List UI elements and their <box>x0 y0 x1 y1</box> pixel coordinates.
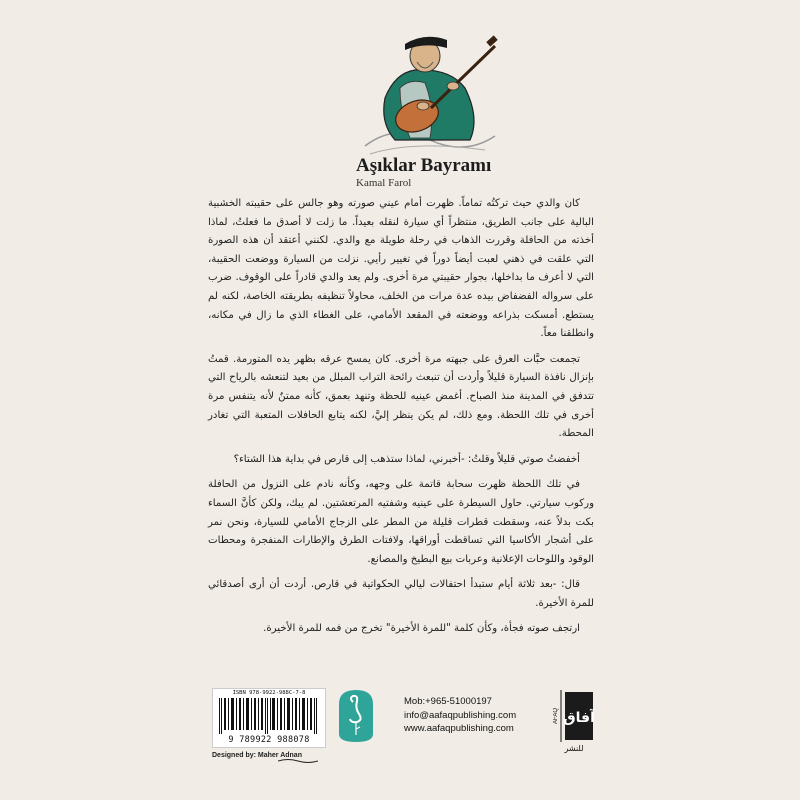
publisher-subtitle: للنشر <box>564 744 584 753</box>
body-paragraph: كان والدي حيث تركتُه تماماً. ظهرت أمام عيني صورته وهو جالس على حقيبته الخشبية البالية على جانب الطريق، منتظراً أي سيارة لنقله بعيداً. ما زلت لا أصدق ما فعلتُ، لماذا أخذته من الحافلة وقررت الذهاب في رحلة طويلة مع والدي. لكنني أعتقد أن هذه الصورة التي علقت في ذهني لعبت أيضاً دوراً في تغيير رأيي. نزلت من السيارة ووضعت الحقيبة، التي لا أعرف ما بداخلها، بجوار حقيبتي مرة أخرى. ولم يعد والدي قادراً على الوقوف. ضرب على سرواله الفضفاض بيده عدة مرات من الخلف، محاولاً تنظيفه بطريقته الخاصة، لكنه لم يستطع. أمسكت بذراعه ووضعته في المقعد الأمامي، على الغطاء الذي ما زال في مكانه، وانطلقنا معاً. <box>208 198 594 340</box>
designer-underline <box>278 758 318 764</box>
email-address: info@aafaqpublishing.com <box>404 709 517 721</box>
book-author: Kamal Farol <box>356 177 412 189</box>
back-cover-text <box>208 195 594 646</box>
body-paragraph: أخفضتُ صوتي قليلاً وقلتُ: -أخبرني، لماذا ستذهب إلى قارص في بداية هذا الشتاء؟ <box>233 453 580 465</box>
website-url: www.aafaqpublishing.com <box>404 723 514 734</box>
designer-credit: Designed by: Maher Adnan <box>212 752 302 759</box>
isbn-number: 9 789922 988078 <box>228 735 310 745</box>
publisher-contacts <box>404 695 554 736</box>
musician-with-saz-illustration <box>355 28 505 163</box>
publisher-vertical-text: AFAQ <box>553 707 559 725</box>
publisher-arabic-name: آفاق <box>563 710 595 726</box>
body-paragraph: تجمعت حبَّات العرق على جبهته مرة أخرى. كان يمسح عرقه بظهر يده المتورمة. قمتُ بإنزال نافذة السيارة قليلاً وأردت أن تنبعث رائحة التراب المبلل من بعيد لتنعشه بالرياح التي تتدفق في المدينة منذ الصباح. أغمض عينيه للحظة وتنهد بعمق، كأنه ممتنٌ لأنه يتنفس مرة أخرى في تلك اللحظة. ومع ذلك، لم يكن ينظر إليَّ، لكنه يتابع الحافلات المتعبة التي تغادر المحطة. <box>208 353 594 440</box>
flamingo-icon <box>335 688 377 744</box>
body-paragraph: في تلك اللحظة ظهرت سحابة قاتمة على وجهه، وكأنه نادم على النزول من الحافلة وركوب سيارتي. حاول السيطرة على عينيه وشفتيه المرتعشتين. لم يبك، ولكن كأنَّ السماء بكت بدلاً عنه، وسقطت قطرات قليلة من المطر على الزجاج الأمامي للسيارة، ونحن نمر على أشجار الأكاسيا التي تساقطت أوراقها، ولافتات الطرق والإطارات المنفجرة ومحطات الوقود واللوحات الإعلانية وعربات بيع البطيخ والمصانع. <box>208 479 594 565</box>
mobile-number: Mob:+965-51000197 <box>404 696 492 707</box>
isbn-barcode <box>212 688 326 748</box>
body-paragraph: ارتجف صوته فجأة، وكأن كلمة "للمرة الأخيرة" تخرج من فمه للمرة الأخيرة. <box>263 623 580 635</box>
publisher-logo <box>553 688 595 746</box>
book-title: Aşıklar Bayramı <box>356 155 492 176</box>
isbn-label: ISBN 978-9922-988C-7-8 <box>232 690 306 696</box>
body-paragraph: قال: -بعد ثلاثة أيام ستبدأ احتفالات ليالي الحكواتية في قارص. أردت أن أرى أصدقائي للمرة الأخيرة. <box>208 579 594 609</box>
barcode-bars <box>219 698 319 734</box>
